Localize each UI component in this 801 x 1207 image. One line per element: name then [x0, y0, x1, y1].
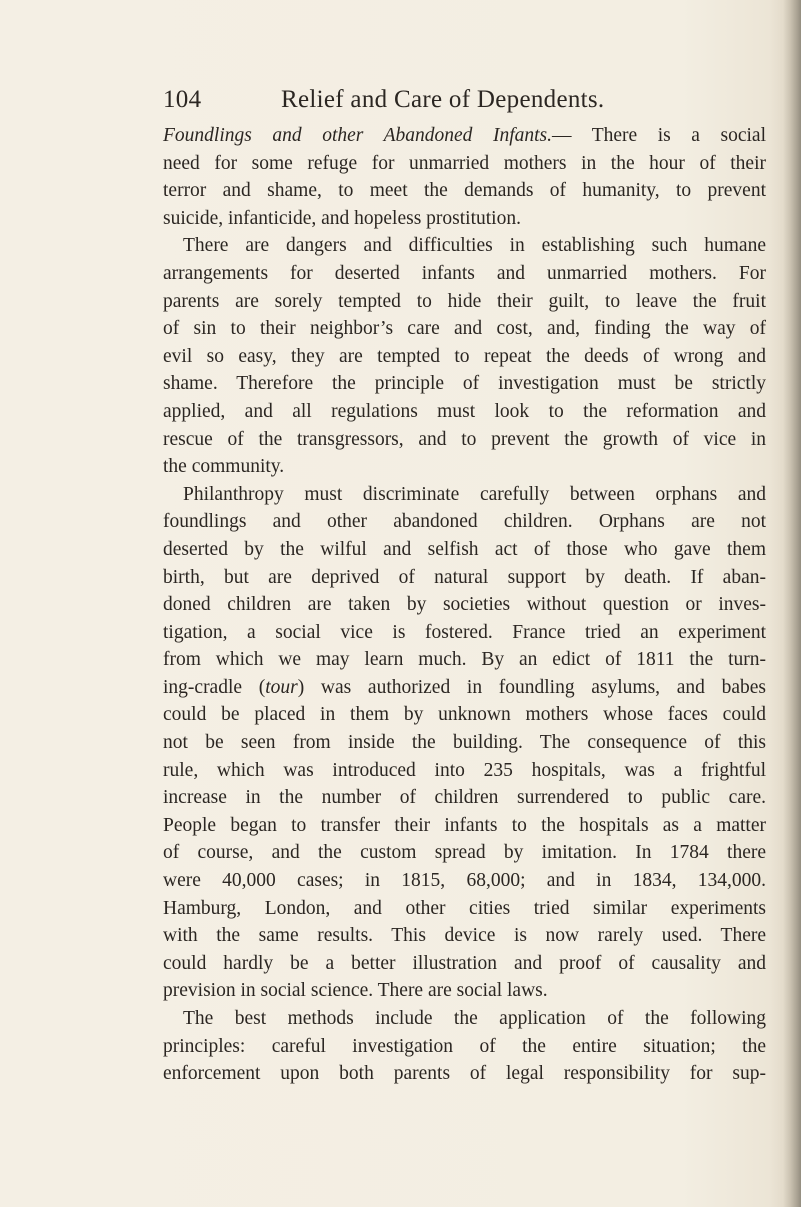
text-line: rule, which was introduced into 235 hospitals, was a frightful — [163, 759, 766, 781]
text-line: terror and shame, to meet the demands of humanity, to prevent — [163, 180, 766, 202]
body-text — [163, 122, 766, 1088]
text-line: Hamburg, London, and other cities tried similar experiments — [163, 897, 766, 919]
text-line: birth, but are deprived of natural support by death. If aban- — [163, 566, 766, 588]
text-line: not be seen from inside the building. The consequence of this — [163, 732, 766, 754]
text-line: with the same results. This device is now rarely used. There — [163, 925, 766, 947]
text-line: There are dangers and difficulties in establishing such humane — [183, 235, 766, 257]
text-line: of sin to their neighbor’s care and cost, and, finding the way of — [163, 318, 766, 340]
text-line: were 40,000 cases; in 1815, 68,000; and in 1834, 134,000. — [163, 870, 766, 892]
text-line: could hardly be a better illustration and proof of causality and — [163, 952, 766, 974]
italic-term: tour — [265, 676, 298, 698]
text-line: deserted by the wilful and selfish act of those who gave them — [163, 538, 766, 560]
text-line — [163, 674, 766, 702]
text-line: increase in the number of children surrendered to public care. — [163, 787, 766, 809]
text-line: evil so easy, they are tempted to repeat the deeds of wrong and — [163, 345, 766, 367]
text-line: prevision in social science. There are social laws. — [163, 980, 548, 1002]
text-line-fragment: ing-cradle ( — [163, 676, 266, 698]
page-edge-shadow — [783, 0, 801, 1207]
running-title: Relief and Care of Dependents. — [281, 86, 605, 113]
page-number: 104 — [163, 86, 202, 113]
text-line: parents are sorely tempted to hide their guilt, to leave the fruit — [163, 290, 766, 312]
text-line: suicide, infanticide, and hopeless prostitution. — [163, 207, 521, 229]
text-line: principles: careful investigation of the entire situation; the — [163, 1035, 766, 1057]
text-line: from which we may learn much. By an edict of 1811 the turn- — [163, 649, 766, 671]
text-line: doned children are taken by societies without question or inves- — [163, 594, 766, 616]
text-line-fragment: ) was authorized in foundling asylums, and babes — [297, 676, 766, 698]
text-line: could be placed in them by unknown mothers whose faces could — [163, 704, 766, 726]
text-line: of course, and the custom spread by imitation. In 1784 there — [163, 842, 766, 864]
text-line: People began to transfer their infants to the hospitals as a matter — [163, 814, 766, 836]
text-line: shame. Therefore the principle of investigation must be strictly — [163, 373, 766, 395]
text-line: enforcement upon both parents of legal responsibility for sup- — [163, 1063, 766, 1085]
running-header — [163, 86, 604, 114]
text-line: need for some refuge for unmarried mothers in the hour of their — [163, 152, 766, 174]
text-line: tigation, a social vice is fostered. France tried an experiment — [163, 621, 766, 643]
text-line — [163, 122, 766, 150]
text-line: applied, and all regulations must look to the reformation and — [163, 400, 766, 422]
text-line: rescue of the transgressors, and to prevent the growth of vice in — [163, 428, 766, 450]
text-line: the community. — [163, 456, 285, 478]
text-line: arrangements for deserted infants and unmarried mothers. For — [163, 262, 766, 284]
section-heading: Foundlings and other Abandoned Infants. — [163, 125, 552, 146]
text-line-fragment: — There is a social — [552, 125, 766, 146]
text-line: Philanthropy must discriminate carefully between orphans and — [183, 483, 766, 505]
text-line: foundlings and other abandoned children. Orphans are not — [163, 511, 766, 533]
text-line: The best methods include the application of the following — [183, 1008, 766, 1029]
